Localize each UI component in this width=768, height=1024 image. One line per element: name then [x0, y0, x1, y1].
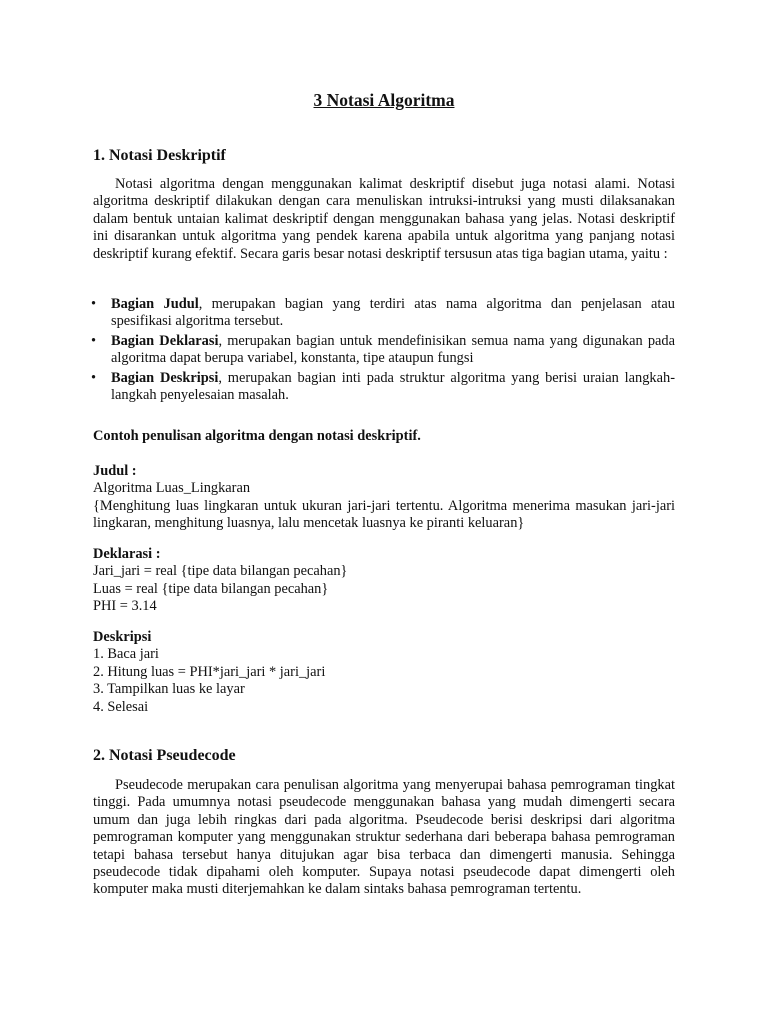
judul-block [93, 463, 675, 533]
deskripsi-block [93, 629, 675, 716]
bullet-term: Bagian Deklarasi [111, 332, 219, 349]
deskripsi-label: Deskripsi [93, 629, 152, 645]
deskripsi-step: 1. Baca jari [93, 646, 159, 663]
bullet-text: , merupakan bagian yang terdiri atas nama algoritma dan penjelasan atau spesifikasi algoritma tersebut. [111, 296, 675, 330]
section-heading-deskriptif: 1. Notasi Deskriptif [93, 147, 226, 164]
bullet-term: Bagian Deskripsi [111, 369, 219, 386]
paragraph-deskriptif-intro: Notasi algoritma dengan menggunakan kalimat deskriptif disebut juga notasi alami. Notasi algoritma deskriptif dilakukan dengan cara menuliskan intruksi-intruksi yang musti dilaksanakan dalam bentuk untaian kalimat deskriptif dengan menggunakan bahasa yang jelas. Notasi deskriptif ini disarankan untuk algoritma yang pendek karena apabila untuk algoritma yang panjang notasi deskriptif kurang efektif. Secara garis besar notasi deskriptif tersusun atas tiga bagian utama, yaitu : [93, 176, 675, 262]
deklarasi-line: Luas = real {tipe data bilangan pecahan} [93, 580, 329, 597]
page-title: 3 Notasi Algoritma [313, 90, 455, 110]
bullet-text: , merupakan bagian untuk mendefinisikan semua nama yang digunakan pada algoritma dapat berupa variabel, konstanta, tipe ataupun fungsi [111, 332, 675, 367]
bullet-text: , merupakan bagian inti pada struktur algoritma yang berisi uraian langkah-langkah penyelesaian masalah. [111, 369, 675, 404]
section-heading-pseudecode: 2. Notasi Pseudecode [93, 747, 236, 764]
deklarasi-block [93, 546, 675, 616]
deskripsi-step: 3. Tampilkan luas ke layar [93, 681, 245, 698]
example-heading [93, 428, 675, 445]
deklarasi-label: Deklarasi : [93, 546, 161, 562]
example-heading-text: Contoh penulisan algoritma dengan notasi deskriptif. [93, 428, 421, 444]
judul-description: {Menghitung luas lingkaran untuk ukuran jari-jari tertentu. Algoritma menerima masukan jari-jari lingkaran, menghitung luasnya, lalu mencetak luasnya ke piranti keluaran} [93, 497, 675, 532]
bullet-item-deklarasi [93, 333, 675, 368]
paragraph-pseudecode-intro: Pseudecode merupakan cara penulisan algoritma yang menyerupai bahasa pemrograman tingkat tinggi. Pada umumnya notasi pseudecode menggunakan bahasa yang mudah dimengerti secara umum dan juga lebih ringkas dari pada algoritma. Pseudecode berisi deskripsi dari algoritma pemrograman komputer yang menggunakan struktur sederhana dari beberapa bahasa pemrograman tetapi bahasa tersebut hanya ditujukan agar bisa terbaca dan dimengerti manusia. Sehingga pseudecode tidak dipahami oleh komputer. Supaya notasi pseudecode dapat dimengerti oleh komputer maka musti diterjemahkan ke dalam sintaks bahasa pemrograman tertentu. [93, 777, 675, 898]
bullet-term: Bagian Judul [111, 296, 199, 312]
bullet-list-bagian [93, 296, 675, 406]
judul-name: Algoritma Luas_Lingkaran [93, 480, 251, 497]
bullet-item-judul [93, 296, 675, 331]
judul-label: Judul : [93, 463, 137, 479]
deklarasi-line: PHI = 3.14 [93, 598, 157, 615]
bullet-item-deskripsi [93, 370, 675, 405]
deskripsi-step: 4. Selesai [93, 698, 149, 715]
deskripsi-step: 2. Hitung luas = PHI*jari_jari * jari_jari [93, 663, 326, 680]
deklarasi-line: Jari_jari = real {tipe data bilangan pecahan} [93, 563, 348, 580]
